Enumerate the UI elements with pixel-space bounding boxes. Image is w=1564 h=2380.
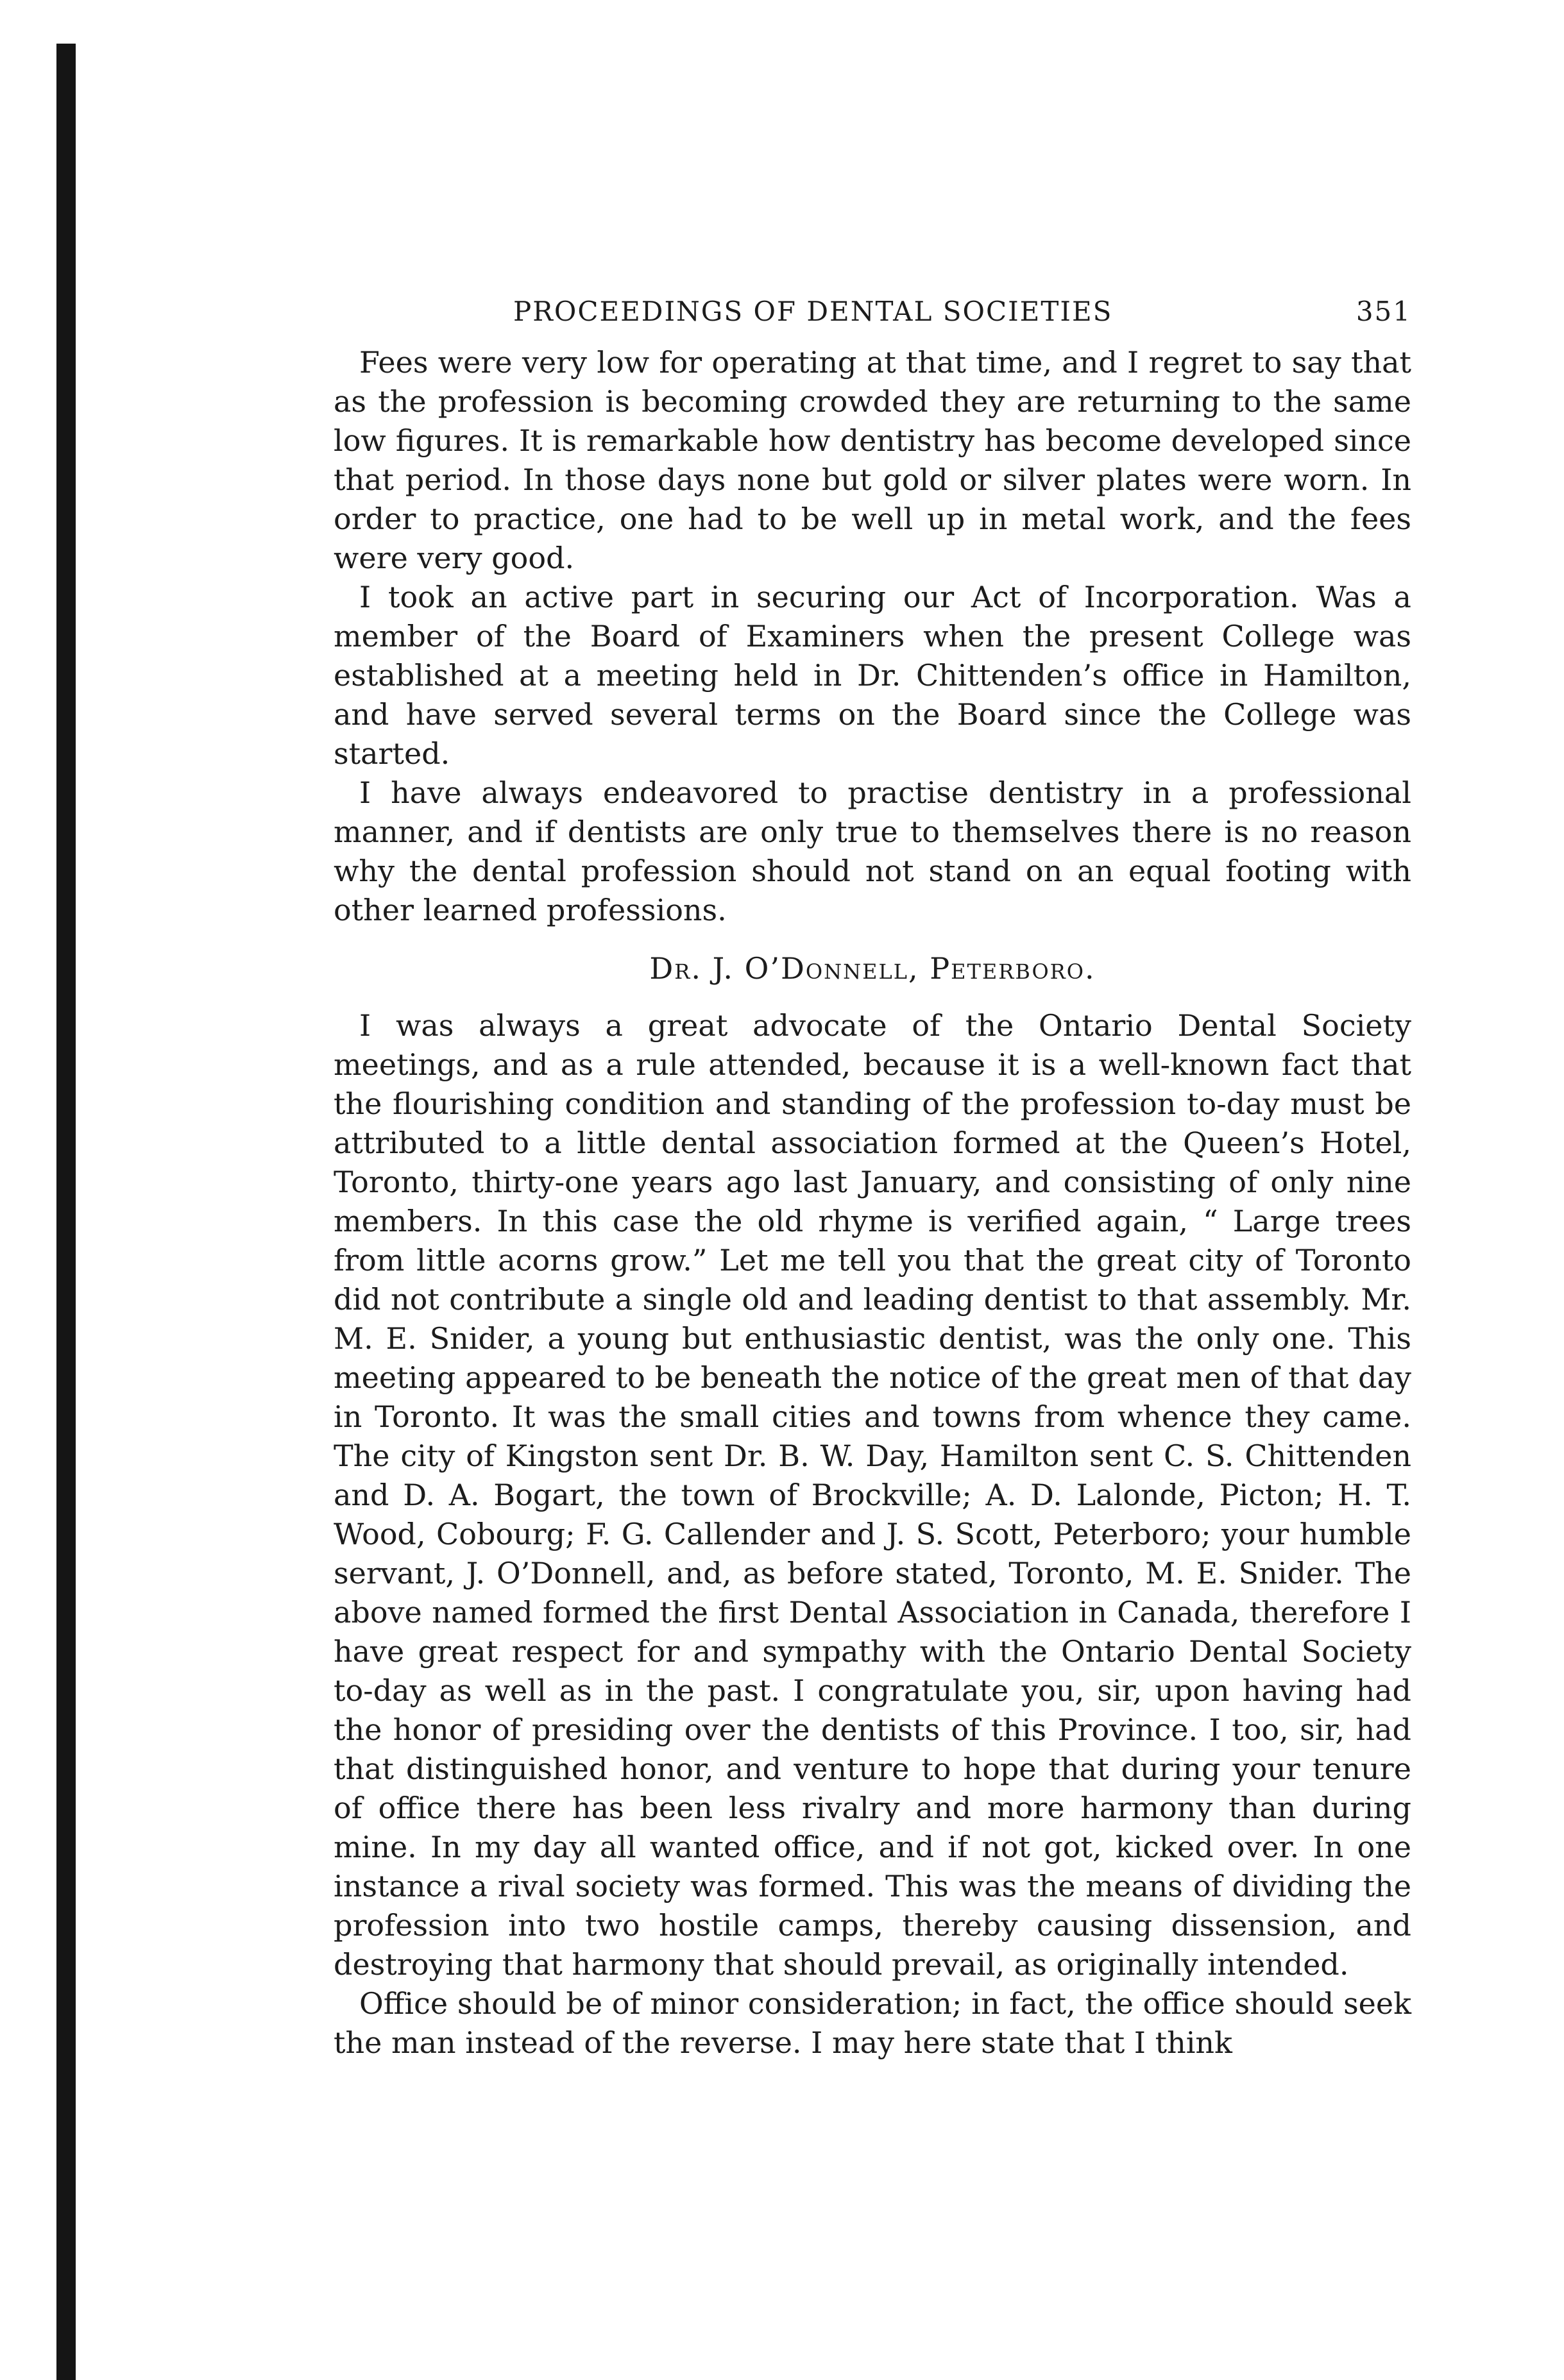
page-number: 351 xyxy=(1356,296,1411,327)
paragraph-office: Office should be of minor consideration; in fact, the office should seek the man instead of the reverse. I may here state that I think xyxy=(334,1986,1411,2060)
book-page xyxy=(334,292,1411,2063)
paragraph-odonnell-address: I was always a great advocate of the Ontario Dental Society meetings, and as a rule attended, because it is a well-known fact that the flourishing condition and standing of the profession to-day must be attributed to a little dental association formed at the Queen’s Hotel, Toronto, thirty-one years ago last January, and consisting of only nine members. In this case the old rhyme is verified again, “ Large trees from little acorns grow.” Let me tell you that the great city of Toronto did not contribute a single old and leading dentist to that assembly. Mr. M. E. Snider, a young but enthusiastic dentist, was the only one. This meeting appeared to be beneath the notice of the great men of that day in Toronto. It was the small cities and towns from whence they came. The city of Kingston sent Dr. B. W. Day, Hamilton sent C. S. Chittenden and D. A. Bogart, the town of Brockville; A. D. Lalonde, Picton; H. T. Wood, Cobourg; F. G. Callender and J. S. Scott, Peterboro; your humble servant, J. O’Donnell, and, as before stated, Toronto, M. E. Snider. The above named formed the first Dental Association in Canada, therefore I have great respect for and sympathy with the Ontario Dental Society to-day as well as in the past. I congratulate you, sir, upon having had the honor of presiding over the dentists of this Province. I too, sir, had that distinguished honor, and venture to hope that during your tenure of office there has been less rivalry and more harmony than during mine. In my day all wanted office, and if not got, kicked over. In one instance a rival society was formed. This was the means of dividing the profession into two hostile camps, thereby causing dissension, and destroying that harmony that should prevail, as originally intended. xyxy=(334,1008,1411,1982)
running-head xyxy=(334,292,1411,343)
paragraph-professional-manner: I have always endeavored to practise dentistry in a professional manner, and if dentists are only true to themselves there is no reason why the dental profession should not stand on an equal footing with other learned professions. xyxy=(334,775,1411,927)
running-title: PROCEEDINGS OF DENTAL SOCIETIES xyxy=(513,296,1113,327)
scan-edge-shadow xyxy=(56,44,76,2380)
section-heading: Dr. J. O’Donnell, Peterboro. xyxy=(649,951,1096,986)
paragraph-incorporation: I took an active part in securing our Act of Incorporation. Was a member of the Board of Examiners when the present College was established at a meeting held in Dr. Chittenden’s office in Hamilton, and have served several terms on the Board since the College was started. xyxy=(334,580,1411,771)
paragraph-fees: Fees were very low for operating at that time, and I regret to say that as the profession is becoming crowded they are returning to the same low figures. It is remarkable how dentistry has become developed since that period. In those days none but gold or silver plates were worn. In order to practice, one had to be well up in metal work, and the fees were very good. xyxy=(334,345,1411,575)
